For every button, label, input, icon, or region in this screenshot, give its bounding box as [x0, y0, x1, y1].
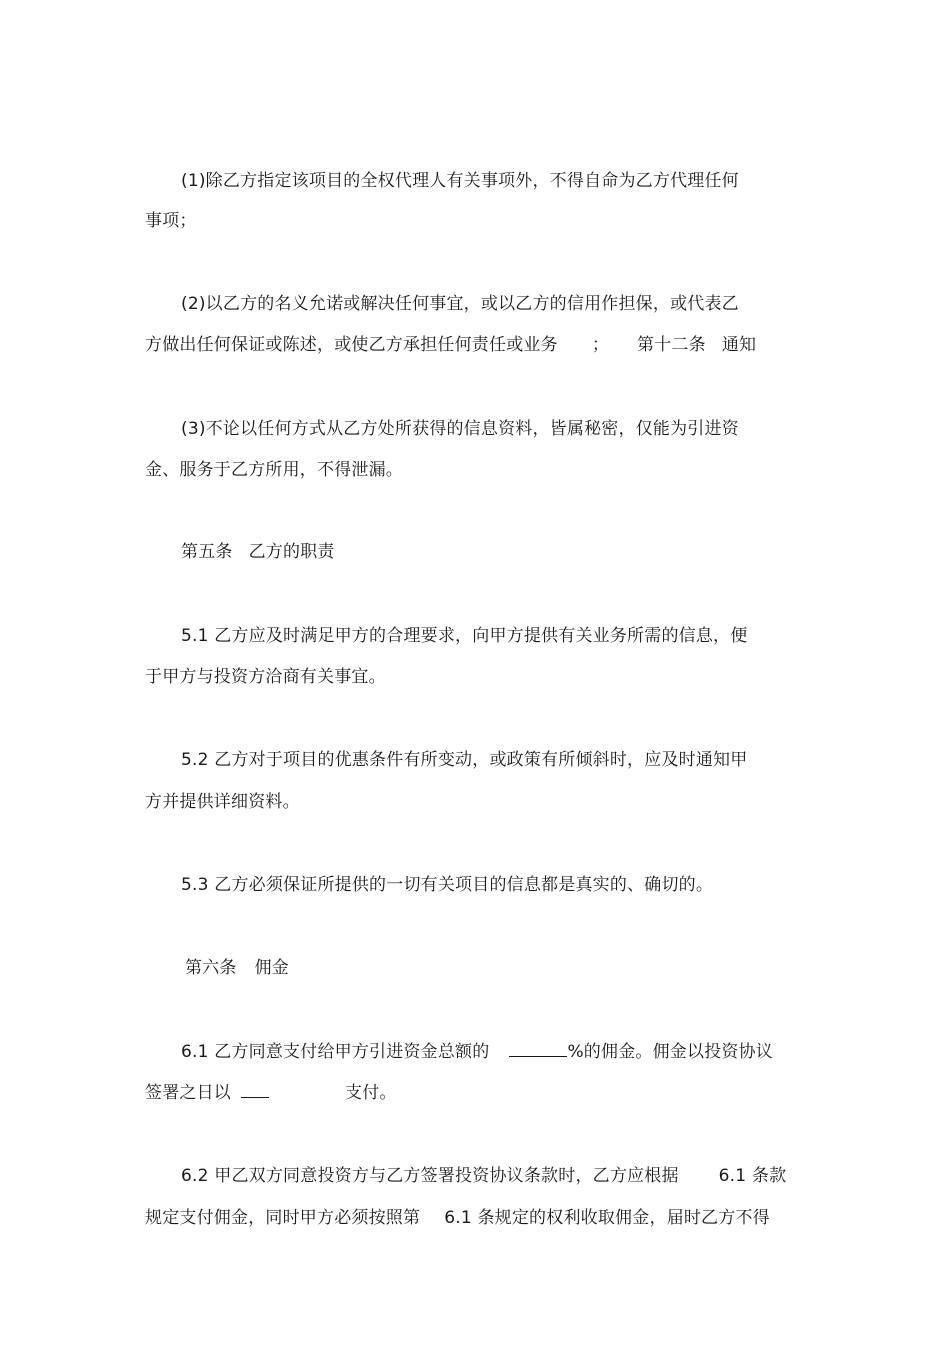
section-5-3-line-1: 5.3 乙方必须保证所提供的一切有关项目的信息都是真实的、确切的。	[181, 875, 714, 895]
section-6-1-line-1	[181, 1041, 773, 1063]
item-2-line-2	[145, 334, 756, 356]
article-6-heading	[185, 957, 289, 979]
section-6-2-line-2	[145, 1207, 770, 1229]
article-12-title: 通知	[721, 335, 757, 355]
item-1-line-1: (1)除乙方指定该项目的全权代理人有关事项外，不得自命为乙方代理任何	[181, 171, 739, 191]
section-6-1-text-d: 支付。	[345, 1083, 397, 1103]
item-3-line-2: 金、服务于乙方所用，不得泄漏。	[145, 460, 403, 480]
section-6-2-line-1	[181, 1165, 786, 1187]
article-5-title: 乙方的职责	[248, 542, 335, 562]
article-5-number: 第五条	[181, 542, 233, 562]
item-2-semicolon: ；	[591, 335, 610, 355]
payment-method-blank	[241, 1083, 269, 1098]
section-6-2-text-b: 6.1 条款	[718, 1166, 787, 1186]
section-5-1-line-2: 于甲方与投资方洽商有关事宜。	[145, 667, 386, 687]
section-6-1-line-2	[145, 1082, 397, 1104]
article-5-heading	[181, 541, 335, 563]
item-3-line-1: (3)不论以任何方式从乙方处所获得的信息资料，皆属秘密，仅能为引进资	[181, 419, 739, 439]
article-12-number: 第十二条	[637, 335, 706, 355]
section-6-2-text-d: 6.1 条规定的权利收取佣金，届时乙方不得	[444, 1208, 770, 1228]
section-6-2-text-c: 规定支付佣金，同时甲方必须按照第	[145, 1208, 421, 1228]
section-5-2-line-2: 方并提供详细资料。	[145, 792, 300, 812]
article-6-number: 第六条	[185, 958, 237, 978]
section-6-1-text-a: 6.1 乙方同意支付给甲方引进资金总额的	[181, 1042, 490, 1062]
section-6-1-text-c: 签署之日以	[145, 1083, 231, 1103]
percentage-blank	[509, 1042, 567, 1057]
section-5-1-line-1: 5.1 乙方应及时满足甲方的合理要求，向甲方提供有关业务所需的信息，便	[181, 626, 748, 646]
item-2-line-1: (2)以乙方的名义允诺或解决任何事宜，或以乙方的信用作担保，或代表乙	[181, 294, 739, 314]
section-6-2-text-a: 6.2 甲乙双方同意投资方与乙方签署投资协议条款时，乙方应根据	[181, 1166, 679, 1186]
item-1-line-2: 事项；	[145, 211, 197, 231]
section-5-2-line-1: 5.2 乙方对于项目的优惠条件有所变动，或政策有所倾斜时，应及时通知甲	[181, 750, 748, 770]
article-6-title: 佣金	[254, 958, 290, 978]
item-2-line-2-text: 方做出任何保证或陈述，或使乙方承担任何责任或业务	[145, 335, 558, 355]
section-6-1-text-b: %的佣金。佣金以投资协议	[567, 1042, 774, 1062]
